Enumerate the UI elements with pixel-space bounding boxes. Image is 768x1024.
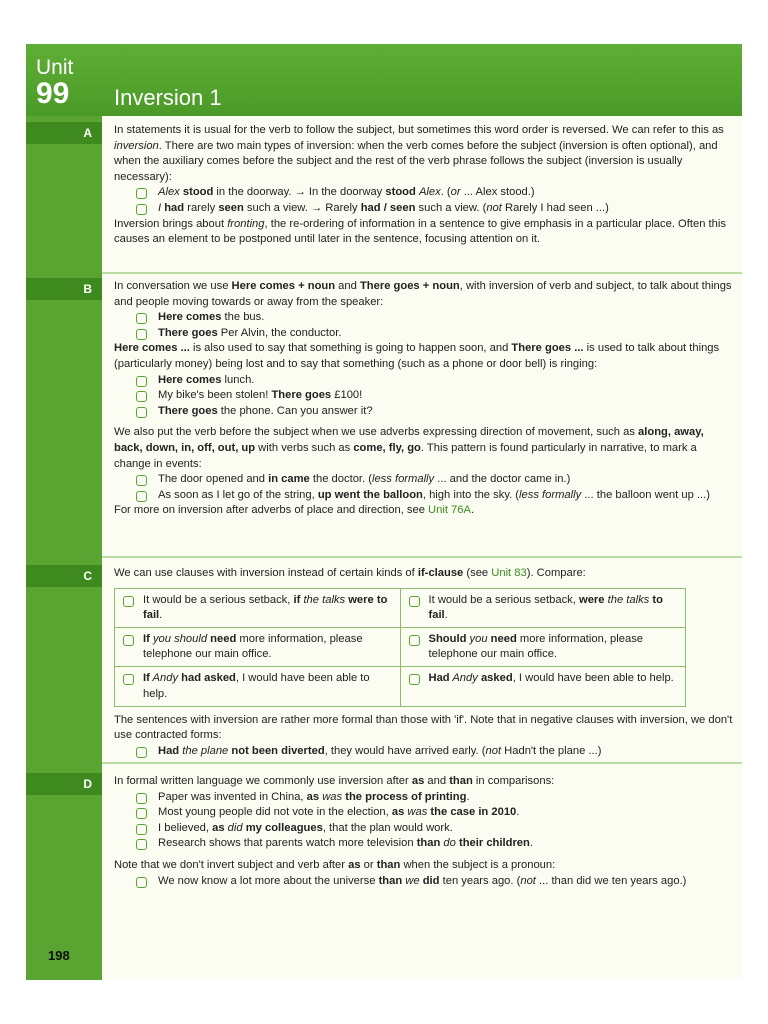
text: the process of printing [342,790,467,803]
text: We can use clauses with inversion instead of certain kinds of [114,567,418,579]
page-number: 198 [48,948,70,963]
text: did [224,821,243,834]
text: such a view. ( [415,201,487,214]
text: ... the balloon went up ...) [581,488,710,501]
text: seen [218,201,244,214]
text: to fail [428,593,663,621]
text: up went the balloon [317,488,423,501]
text: Andy [149,672,179,685]
text: need [487,633,517,645]
text: than [449,775,473,787]
text: had [164,201,185,214]
text: as [348,858,361,871]
table-cell [400,667,686,706]
text: stood [385,186,416,199]
text: or [450,186,461,199]
paragraph: The sentences with inversion are rather more formal than those with 'if'. Note that in negative clauses with inversion, we don't use contracted forms: [114,713,733,742]
text: the plane [179,745,229,757]
text: the talks [300,593,346,606]
table-row [115,628,686,667]
text: if-clause [417,567,464,579]
text: had asked [178,672,236,685]
textbook-page [26,44,742,980]
text: . This pattern is found particularly in narrative, to mark a change in events: [114,441,697,470]
text: We also put the verb before the subject when we use adverbs expressing direction of movement, such as [114,426,639,439]
example [114,805,734,821]
section-b [114,279,734,519]
section-tab-a: A [26,122,102,144]
text: If [143,672,150,685]
unit-label: Unit [36,56,74,79]
text: Here comes [158,311,222,324]
text: The door opened and [158,473,269,486]
text: £100! [331,389,363,402]
text: lunch. [221,373,255,386]
text: when the subject is a pronoun: [400,858,556,871]
text: Had [428,672,450,685]
text: There goes [158,404,218,417]
text: My bike's been stolen! [158,389,272,402]
text: you [466,633,488,645]
text: more information, please telephone our main office. [428,633,644,661]
text: There goes ... [511,342,584,355]
text: . There are two main types of inversion: when the verb comes before the subject (inversion is often optional), and when the auxiliary comes before the subject and the rest of the verb phrase follows the subject (inversion is usually necessary): [114,139,718,183]
text: need [207,633,237,645]
text: than [378,874,403,887]
paragraph [114,503,734,519]
text: Most young people did not vote in the election, [158,806,392,819]
text: ). Compare: [526,567,586,579]
section-a [114,123,734,248]
text: Alex [418,186,441,199]
text: you should [149,633,208,645]
page-title: Inversion 1 [114,85,222,110]
text: with verbs such as [255,441,354,454]
text: It would be a serious setback, [428,593,579,606]
text: . [444,608,448,621]
text: rarely [184,201,219,214]
text: and [335,280,360,292]
table-cell [115,628,401,667]
text: not [485,745,502,757]
section-divider [102,272,742,274]
table-cell [115,588,401,627]
text: the case in 2010 [427,806,517,819]
table-row [115,588,686,627]
text: such a view. → Rarely [243,201,361,214]
text: Here comes ... [114,342,190,355]
text: , high into the sky. ( [422,488,520,501]
paragraph [114,123,734,185]
text: If [143,633,150,645]
text: and [424,775,450,787]
text: , they would have arrived early. ( [324,745,486,757]
table-cell [400,588,686,627]
text: , I would have been able to help. [143,672,370,700]
text: Inversion brings about [114,217,228,230]
example [114,185,734,201]
text: There goes [271,389,332,402]
text: ... and the doctor came in.) [434,473,571,486]
text: more information, please telephone our main office. [143,633,363,661]
cross-reference-link[interactable]: Unit 76A [428,504,471,517]
text: Hadn't the plane ...) [501,745,602,757]
text: There goes [158,326,218,339]
text: Here comes [158,373,222,386]
section-tab-b: B [26,278,102,300]
text: . [470,504,475,517]
section-divider [102,762,742,764]
text: Rarely I had seen ...) [501,201,609,214]
text: in came [268,473,310,486]
text: ... than did we ten years ago.) [535,874,687,887]
example [114,472,734,488]
text: It would be a serious setback, [143,593,294,606]
text: ten years ago. ( [439,874,521,887]
text: Should [428,633,467,645]
example [114,836,734,852]
unit-number: 99 [36,77,70,110]
text: As soon as I let go of the string, [158,488,318,501]
text: in comparisons: [472,775,555,787]
paragraph [114,858,734,874]
text: For more on inversion after adverbs of place and direction, see [114,504,429,517]
text: . ( [440,186,451,199]
text: as [306,790,320,803]
text: if [293,593,301,606]
text: (see [463,567,492,579]
text: Had [158,745,180,757]
text: Here comes + noun [231,280,336,292]
text: Alex [158,186,180,199]
text: as [212,821,225,834]
paragraph [114,217,734,248]
text: or [360,858,377,871]
text: I [158,201,162,214]
example [114,821,734,837]
example [114,326,734,342]
text: is used to talk about things (particularly money) being lost and to say that something (such as a phone or door bell) is ringing: [114,342,720,370]
text: Research shows that parents watch more television [158,837,417,850]
section-d [114,774,734,889]
text: was [319,790,343,803]
text: Per Alvin, the conductor. [217,326,342,339]
text: , I would have been able to help. [512,672,674,685]
text: did [419,874,440,887]
text: . [529,837,533,850]
text: Paper was invented in China, [158,790,307,803]
text: as [411,775,425,787]
text: do [440,837,456,850]
example [114,373,734,389]
example [114,874,734,890]
text: my colleagues [242,821,323,834]
section-tab-d: D [26,773,102,795]
cross-reference-link[interactable]: Unit 83 [491,567,527,579]
text: come, fly, go [353,441,421,454]
text: I believed, [158,821,213,834]
text: asked [477,672,513,685]
text: not [486,201,502,214]
paragraph [114,774,734,790]
example [114,488,734,504]
table-cell [115,667,401,706]
table-cell [400,628,686,667]
text: In statements it is usual for the verb to follow the subject, but sometimes this word order is reversed. We can refer to this as [114,124,724,136]
text: less formally [519,488,582,501]
section-tab-c: C [26,565,102,587]
text: had / seen [360,201,416,214]
text: the talks [604,593,650,606]
term: inversion [114,139,159,152]
text: were to fail [143,593,388,621]
unit-header [26,44,742,116]
example [114,744,734,760]
paragraph [114,341,734,372]
text: We now know a lot more about the universe [158,874,379,887]
text: their children [455,837,530,850]
text: the bus. [221,311,265,324]
paragraph [114,279,734,310]
text: in the doorway. → In the doorway [213,186,386,199]
text: we [402,874,420,887]
section-c [114,566,734,760]
text: Note that we don't invert subject and verb after [114,858,349,871]
text: along, away, back, down, in, off, out, up [114,426,704,454]
comparison-table [114,588,686,707]
text: In formal written language we commonly use inversion after [114,775,412,787]
text: In conversation we use [114,280,232,292]
paragraph [114,566,734,582]
text: than [416,837,441,850]
text: . [159,608,163,621]
example [114,310,734,326]
example [114,404,734,420]
text: than [376,858,401,871]
example [114,790,734,806]
example [114,201,734,217]
text: stood [182,186,214,199]
text: the phone. Can you answer it? [217,404,373,417]
text: , with inversion of verb and subject, to talk about things and people moving towards or away from the speaker: [114,280,732,308]
text: is also used to say that something is going to happen soon, and [189,342,512,355]
text: . [516,806,520,819]
table-row [115,667,686,706]
text: ... Alex stood.) [460,186,535,199]
text: less formally [371,473,435,486]
paragraph [114,425,734,472]
text: not been diverted [228,745,325,757]
text: not [520,874,536,887]
text: There goes + noun [359,280,460,292]
term: fronting [227,217,265,230]
text: as [391,806,405,819]
side-margin [26,44,102,980]
text: was [404,806,428,819]
text: , the re-ordering of information in a sentence to give emphasis in a particular place. Often this causes an element to be postponed until later in the sentence, focusing attention on it. [114,217,726,246]
text: the doctor. ( [309,473,372,486]
text: were [579,593,605,606]
text: . [466,790,470,803]
example [114,388,734,404]
text: , that the plan would work. [322,821,453,834]
text: Andy [449,672,478,685]
section-divider [102,556,742,558]
